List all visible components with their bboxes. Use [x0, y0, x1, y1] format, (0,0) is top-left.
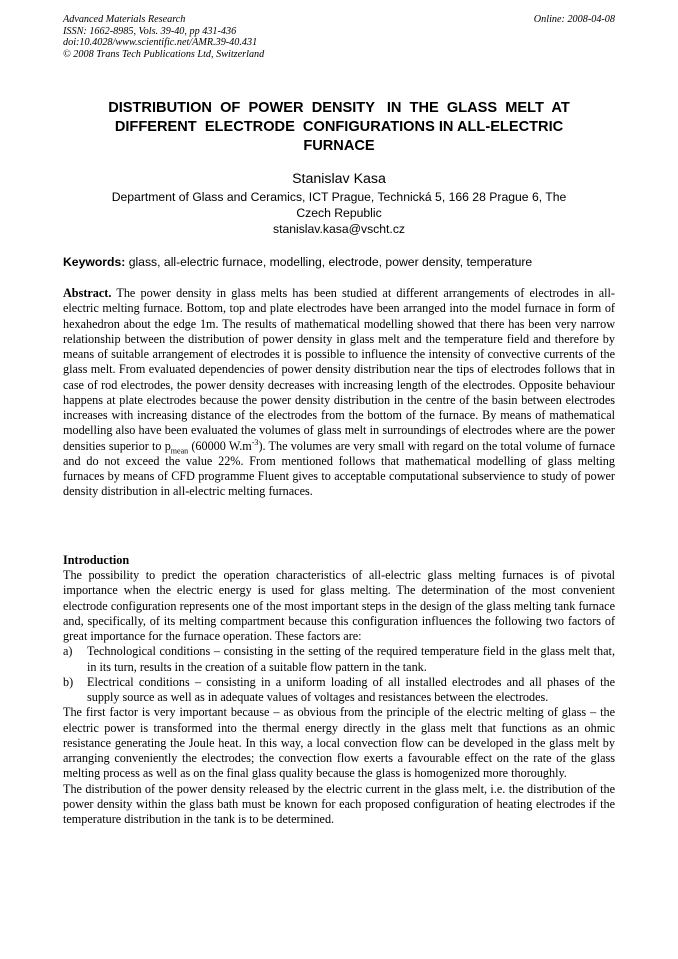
abstract-text-2: (60000 W.m	[188, 438, 252, 453]
affiliation-line-1: Department of Glass and Ceramics, ICT Prague, Technická 5, 166 28 Prague 6, The	[111, 190, 567, 204]
abstract-subscript: mean	[170, 445, 189, 455]
abstract-text-3: ). The volumes are very small with regard on the total volume of furnace and do not exceed the value 22%. From mentioned follows that mathematical modelling of glass melting furnaces by means of CFD programme Fluent gives to acceptable computational subservience to study of power density distribution in all-electric melting furnaces.	[63, 438, 615, 499]
title-line-1: DISTRIBUTION OF POWER DENSITY IN THE GLASS MELT AT	[108, 100, 570, 116]
journal-header	[63, 14, 615, 60]
keywords-label: Keywords:	[63, 255, 126, 269]
list-marker-b: b)	[63, 674, 74, 689]
list-item-a	[63, 644, 615, 675]
issn-line: ISSN: 1662-8985, Vols. 39-40, pp 431-436	[63, 25, 237, 37]
author-affiliation	[63, 189, 615, 237]
introduction-heading: Introduction	[63, 553, 130, 567]
author-name: Stanislav Kasa	[292, 171, 386, 187]
intro-paragraph-2: The first factor is very important because – as obvious from the principle of the electric melting of glass – the electric power is transformed into the thermal energy directly in the glass melt that functions as an ohmic resistance generating the Joule heat. In this way, a local convection flow can be developed in the glass melt by arranging conveniently the electrodes; the convection flow exerts a favourable effect on the rate of the glass melting process as well as on the final glass quality because the glass is homogenized more thoroughly.	[63, 705, 615, 781]
affiliation-line-2: Czech Republic	[296, 206, 382, 220]
intro-paragraph-1: The possibility to predict the operation characteristics of all-electric glass melting furnaces is of pivotal importance when the electric energy is used for glass melting. The determination of the most convenient electrode configuration represents one of the most important steps in the design of the glass melting tank furnace and, specifically, of its melting compartment because this configuration influences the following two factors of great importance for the furnace operation. These factors are:	[63, 568, 615, 643]
abstract-superscript: -3	[251, 437, 259, 447]
abstract-label: Abstract.	[63, 286, 112, 300]
list-text-b: Electrical conditions – consisting in a uniform loading of all installed electrodes and all phases of the supply source as well as in adequate values of voltages and resistances between the electrodes.	[87, 674, 615, 704]
author-email: stanislav.kasa@vscht.cz	[272, 222, 406, 236]
abstract	[63, 286, 615, 500]
doi-line: doi:10.4028/www.scientific.net/AMR.39-40.431	[63, 37, 258, 49]
introduction-body	[63, 568, 615, 827]
online-date: Online: 2008-04-08	[533, 14, 615, 25]
copyright-line: © 2008 Trans Tech Publications Ltd, Switzerland	[63, 48, 265, 60]
abstract-text-1: The power density in glass melts has been studied at different arrangements of electrodes in all-electric melting furnace. Bottom, top and plate electrodes have been arranged into the model furnace in form of hexahedron about the edge 1m. The results of mathematical modelling showed that there has been very narrow relationship between the distribution of power density in glass melt and the temperature field and therefore by means of suitable arrangement of electrodes it is possible to influence the intensity of convective currents of the glass melt. From evaluated dependencies of power density distribution near the tips of electrodes follows that in case of rod electrodes, the power density decreases with increasing length of the electrodes. Opposite behaviour happens at plate electrodes because the power density distribution in the centre of the basin between electrodes increases with increasing distance of the electrodes from the bottom of the furnace. By means of mathematical modelling also have been evaluated the volumes of glass melt in surroundings of electrodes where are the power densities superior to p	[63, 286, 615, 453]
title-line-2: DIFFERENT ELECTRODE CONFIGURATIONS IN ALL-ELECTRIC	[114, 119, 564, 135]
list-marker-a: a)	[63, 644, 73, 659]
journal-name: Advanced Materials Research	[63, 14, 186, 25]
keywords-text: glass, all-electric furnace, modelling, electrode, power density, temperature	[125, 255, 533, 269]
list-text-a: Technological conditions – consisting in the setting of the required temperature field in the glass melt that, in its turn, results in the creation of a suitable flow pattern in the tank.	[87, 644, 615, 674]
keywords	[63, 254, 615, 270]
title-line-3: FURNACE	[303, 138, 375, 154]
list-item-b	[63, 675, 615, 706]
intro-paragraph-3: The distribution of the power density released by the electric current in the glass melt, i.e. the distribution of the power density within the glass bath must be known for each proposed configuration of heating electrodes if the temperature distribution in the tank is to be determined.	[63, 781, 615, 826]
paper-title	[70, 99, 608, 156]
